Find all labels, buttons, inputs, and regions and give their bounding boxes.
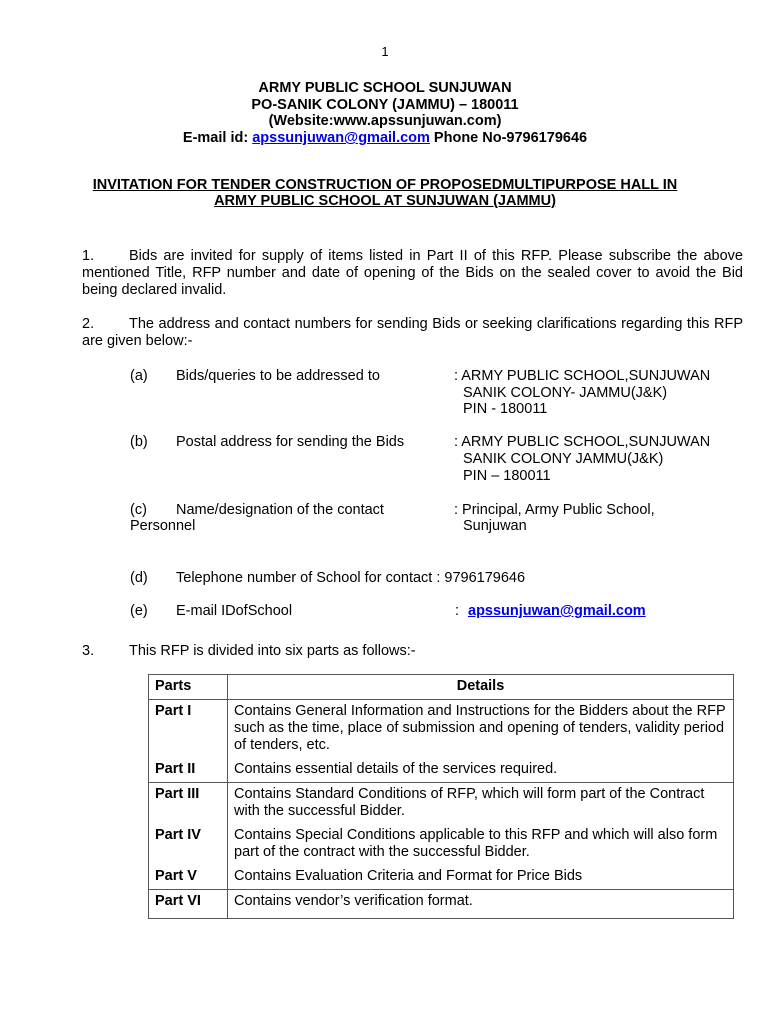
item-c-label: (c) <box>130 502 147 518</box>
table-header-row <box>149 675 734 700</box>
item-c-desc1: Name/designation of the contact <box>176 502 384 518</box>
item-c-val2: Sunjuwan <box>463 518 527 534</box>
part-details: Contains vendor’s verification format. <box>228 890 734 919</box>
table-row <box>149 758 734 783</box>
item-e-label: (e) <box>130 603 148 619</box>
item-a-val1: : ARMY PUBLIC SCHOOL,SUNJUWAN <box>454 368 711 384</box>
page-number: 1 <box>381 44 389 59</box>
item-b-val1: : ARMY PUBLIC SCHOOL,SUNJUWAN <box>454 434 711 450</box>
parts-table <box>148 674 734 919</box>
item-a-desc: Bids/queries to be addressed to <box>176 368 380 384</box>
part-details: Contains Standard Conditions of RFP, which will form part of the Contract with the successful Bidder. <box>228 783 734 825</box>
part-details: Contains General Information and Instructions for the Bidders about the RFP such as the time, place of submission and opening of tenders, validity period of tenders, etc. <box>228 700 734 759</box>
header-details: Details <box>228 675 734 700</box>
item-e-email-link[interactable]: apssunjuwan@gmail.com <box>468 603 646 619</box>
item-e-desc: E-mail IDofSchool <box>176 603 293 619</box>
tender-title-line2: ARMY PUBLIC SCHOOL AT SUNJUWAN (JAMMU) <box>214 193 556 209</box>
item-b-label: (b) <box>130 434 148 450</box>
part-label: Part I <box>149 700 228 759</box>
para1-number: 1. <box>82 248 95 264</box>
item-c-desc2: Personnel <box>130 518 196 534</box>
item-a-val2: SANIK COLONY- JAMMU(J&K) <box>463 385 668 401</box>
para3-number: 3. <box>82 643 95 659</box>
school-address: PO-SANIK COLONY (JAMMU) – 180011 <box>251 97 519 113</box>
school-website: (Website:www.apssunjuwan.com) <box>268 113 502 129</box>
item-b-desc: Postal address for sending the Bids <box>176 434 405 450</box>
contact-line <box>0 130 770 146</box>
part-details: Contains essential details of the services required. <box>228 758 734 783</box>
part-label: Part III <box>149 783 228 825</box>
para2-text: The address and contact numbers for sending Bids or seeking clarifications regarding this RFP are given below:- <box>82 316 743 349</box>
tender-title-line1: INVITATION FOR TENDER CONSTRUCTION OF PROPOSEDMULTIPURPOSE HALL IN <box>92 177 678 193</box>
table-row <box>149 824 734 865</box>
part-label: Part V <box>149 865 228 890</box>
phone-text: Phone No-9796179646 <box>429 130 588 146</box>
table-row <box>149 865 734 890</box>
para2-number: 2. <box>82 316 95 332</box>
item-d-desc: Telephone number of School for contact : 9796179646 <box>176 570 526 586</box>
header-parts: Parts <box>149 675 228 700</box>
table-row <box>149 700 734 759</box>
tender-title-2 <box>0 193 770 209</box>
item-b-val3: PIN – 180011 <box>463 468 551 484</box>
item-c-val1: : Principal, Army Public School, <box>454 502 655 518</box>
table-row <box>149 890 734 919</box>
part-label: Part II <box>149 758 228 783</box>
item-d-label: (d) <box>130 570 148 586</box>
part-details: Contains Evaluation Criteria and Format for Price Bids <box>228 865 734 890</box>
table-row <box>149 783 734 825</box>
para1-text: Bids are invited for supply of items listed in Part II of this RFP. Please subscribe the above mentioned Title, RFP number and date of opening of the Bids on the sealed cover to avoid the Bid being declared invalid. <box>82 248 743 298</box>
item-a-label: (a) <box>130 368 148 384</box>
tender-title <box>0 177 770 193</box>
item-e-colon: : <box>455 603 460 619</box>
school-name: ARMY PUBLIC SCHOOL SUNJUWAN <box>258 80 512 96</box>
part-label: Part IV <box>149 824 228 865</box>
para3-text: This RFP is divided into six parts as follows:- <box>129 643 416 659</box>
item-a-val3: PIN - 180011 <box>463 401 548 417</box>
email-label: E-mail id: <box>182 130 253 146</box>
header-email-link[interactable]: apssunjuwan@gmail.com <box>252 130 430 146</box>
part-label: Part VI <box>149 890 228 919</box>
part-details: Contains Special Conditions applicable to this RFP and which will also form part of the contract with the successful Bidder. <box>228 824 734 865</box>
item-b-val2: SANIK COLONY JAMMU(J&K) <box>463 451 664 467</box>
